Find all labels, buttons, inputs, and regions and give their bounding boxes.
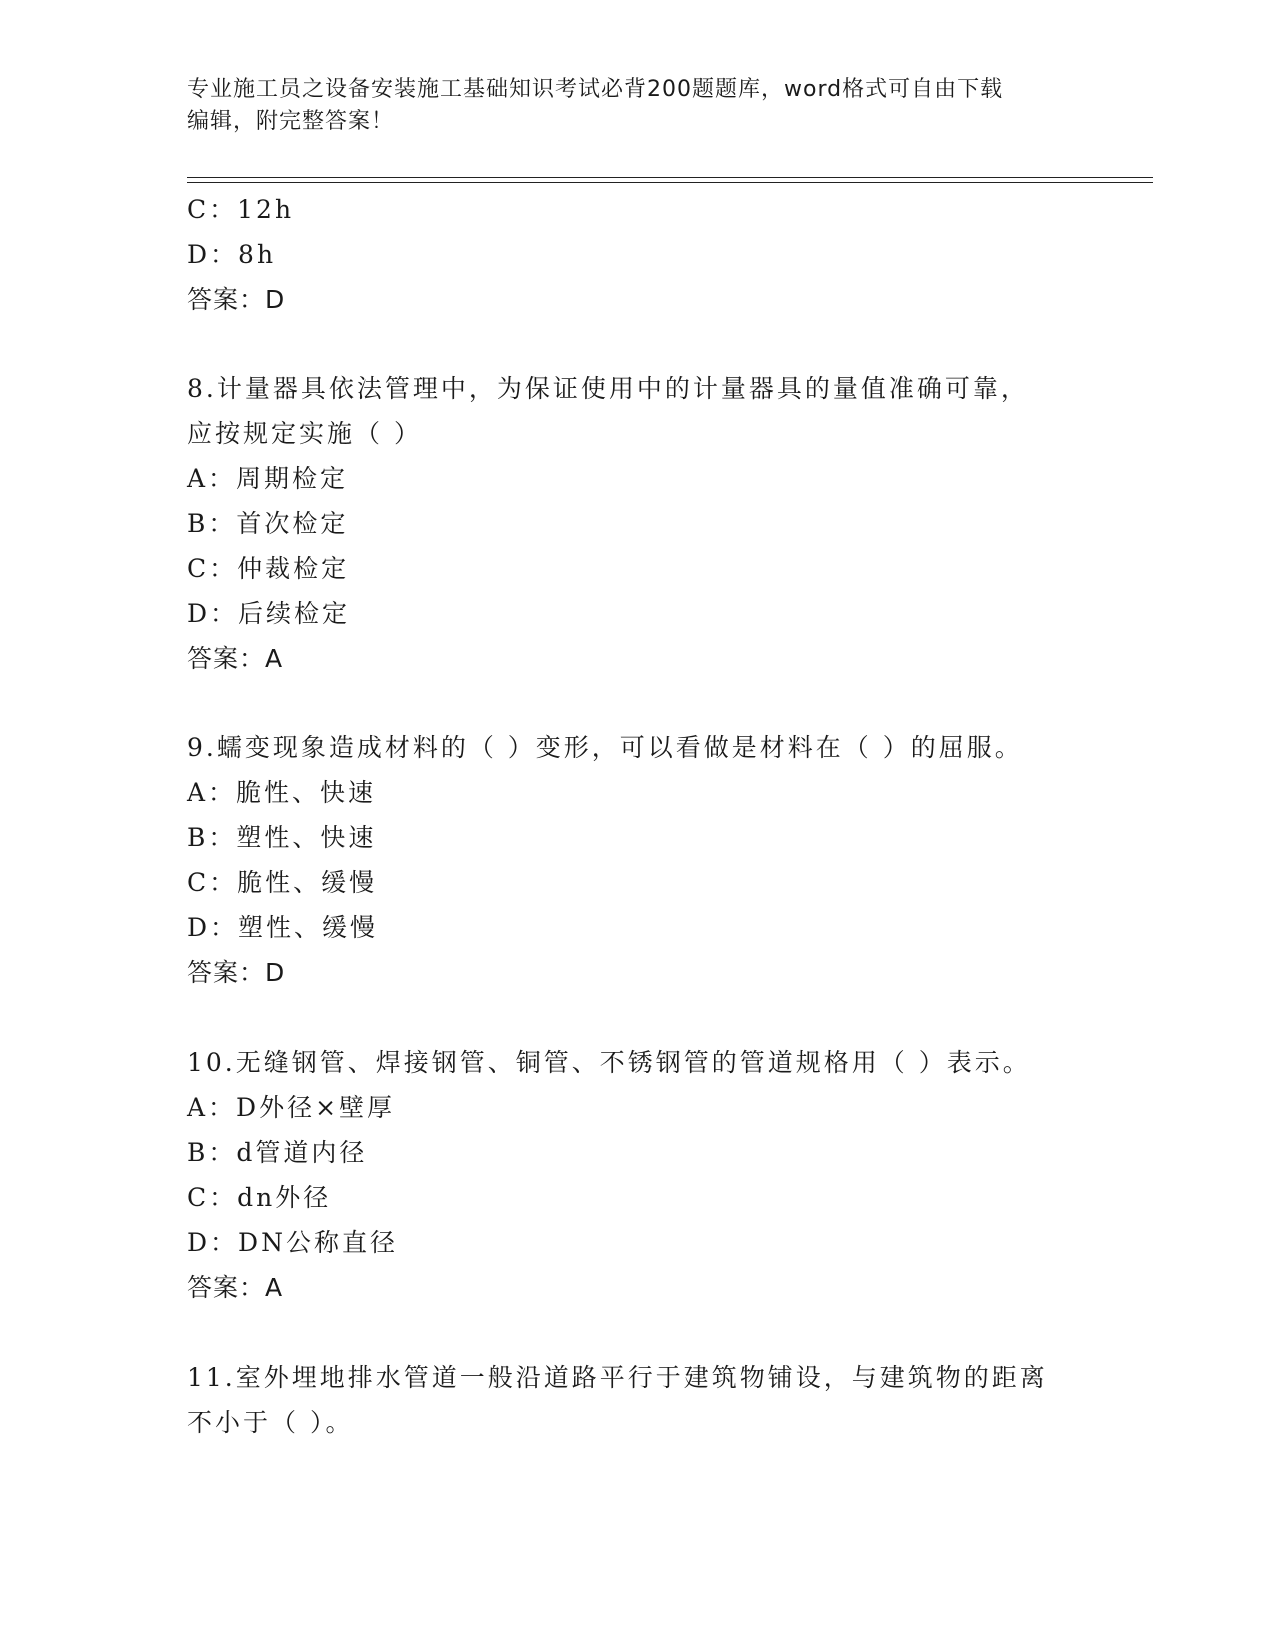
header-divider-bottom xyxy=(187,182,1153,183)
q11-stem-line-2: 不小于（ ）。 xyxy=(187,1408,354,1437)
header-line-2: 编辑，附完整答案！ xyxy=(187,109,395,134)
q9-option-a: A：脆性、快速 xyxy=(187,778,377,807)
q10-stem-line-1: 10.无缝钢管、焊接钢管、铜管、不锈钢管的管道规格用（ ）表示。 xyxy=(187,1048,1031,1077)
q7-answer: 答案：D xyxy=(187,285,286,314)
header-divider-top xyxy=(187,177,1153,178)
q9-stem-line-1: 9.蠕变现象造成材料的（ ）变形，可以看做是材料在（ ）的屈服。 xyxy=(187,733,1023,762)
q8-stem-line-2: 应按规定实施（ ） xyxy=(187,419,422,448)
q10-option-c: C：dn外径 xyxy=(187,1183,332,1212)
q9-option-c: C：脆性、缓慢 xyxy=(187,868,378,897)
q7-option-d: D：8h xyxy=(187,240,277,269)
q9-option-b: B：塑性、快速 xyxy=(187,823,377,852)
q10-option-d: D：DN公称直径 xyxy=(187,1228,398,1257)
q8-option-d: D：后续检定 xyxy=(187,599,351,628)
q10-option-b: B：d管道内径 xyxy=(187,1138,368,1167)
q10-answer: 答案：A xyxy=(187,1273,284,1302)
page-header xyxy=(187,74,1087,138)
q8-option-a: A：周期检定 xyxy=(187,464,349,493)
q9-option-d: D：塑性、缓慢 xyxy=(187,913,379,942)
q8-option-c: C：仲裁检定 xyxy=(187,554,350,583)
q8-option-b: B：首次检定 xyxy=(187,509,349,538)
q11-stem-line-1: 11.室外埋地排水管道一般沿道路平行于建筑物铺设，与建筑物的距离 xyxy=(187,1363,1048,1392)
q7-option-c: C：12h xyxy=(187,195,295,224)
q9-answer: 答案：D xyxy=(187,958,286,987)
q10-option-a: A：D外径×壁厚 xyxy=(187,1093,396,1122)
q8-answer: 答案：A xyxy=(187,644,284,673)
q8-stem-line-1: 8.计量器具依法管理中，为保证使用中的计量器具的量值准确可靠， xyxy=(187,374,1029,403)
header-line-1: 专业施工员之设备安装施工基础知识考试必背200题题库，word格式可自由下载 xyxy=(187,77,1004,102)
